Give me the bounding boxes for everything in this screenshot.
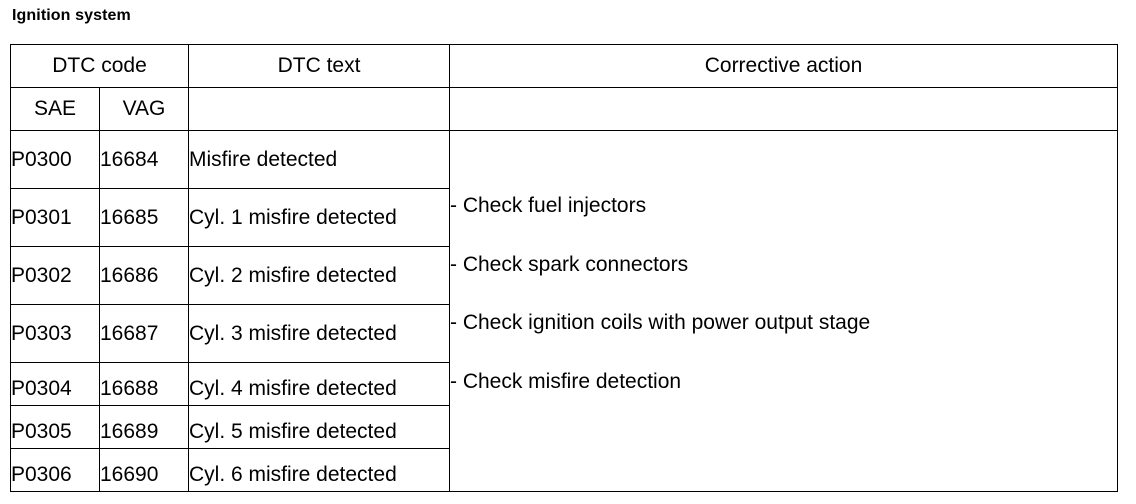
table-row [11,131,1118,189]
corrective-action-item: - Check misfire detection [450,369,682,393]
sae-code: P0301 [11,189,100,247]
section-title: Ignition system [12,7,131,24]
vag-code: 16684 [100,131,189,189]
sae-code: P0306 [11,449,100,492]
dtc-text: Cyl. 1 misfire detected [189,189,450,247]
sae-code: P0303 [11,305,100,363]
sae-code: P0302 [11,247,100,305]
corrective-action-item: - Check spark connectors [450,252,689,276]
sae-code: P0300 [11,131,100,189]
header-corrective-action: Corrective action [450,45,1118,88]
vag-code: 16686 [100,247,189,305]
dtc-text: Misfire detected [189,131,450,189]
sae-code: P0305 [11,406,100,449]
vag-code: 16690 [100,449,189,492]
dtc-text: Cyl. 3 misfire detected [189,305,450,363]
corrective-action-item: - Check fuel injectors [450,194,647,217]
sae-code: P0304 [11,363,100,406]
dtc-text: Cyl. 4 misfire detected [189,363,450,406]
vag-code: 16688 [100,363,189,406]
subheader-empty-action [450,88,1118,131]
dtc-text: Cyl. 6 misfire detected [189,449,450,492]
header-dtc-text: DTC text [189,45,450,88]
vag-code: 16687 [100,305,189,363]
vag-code: 16685 [100,189,189,247]
corrective-action-item: - Check ignition coils with power output stage [450,311,871,334]
dtc-text: Cyl. 2 misfire detected [189,247,450,305]
subheader-row [11,88,1118,131]
subheader-sae: SAE [11,88,100,131]
subheader-vag: VAG [100,88,189,131]
header-row [11,45,1118,88]
corrective-action-cell [450,131,1118,492]
subheader-empty-text [189,88,450,131]
dtc-table [10,44,1118,492]
header-dtc-code: DTC code [11,45,189,88]
vag-code: 16689 [100,406,189,449]
dtc-text: Cyl. 5 misfire detected [189,406,450,449]
